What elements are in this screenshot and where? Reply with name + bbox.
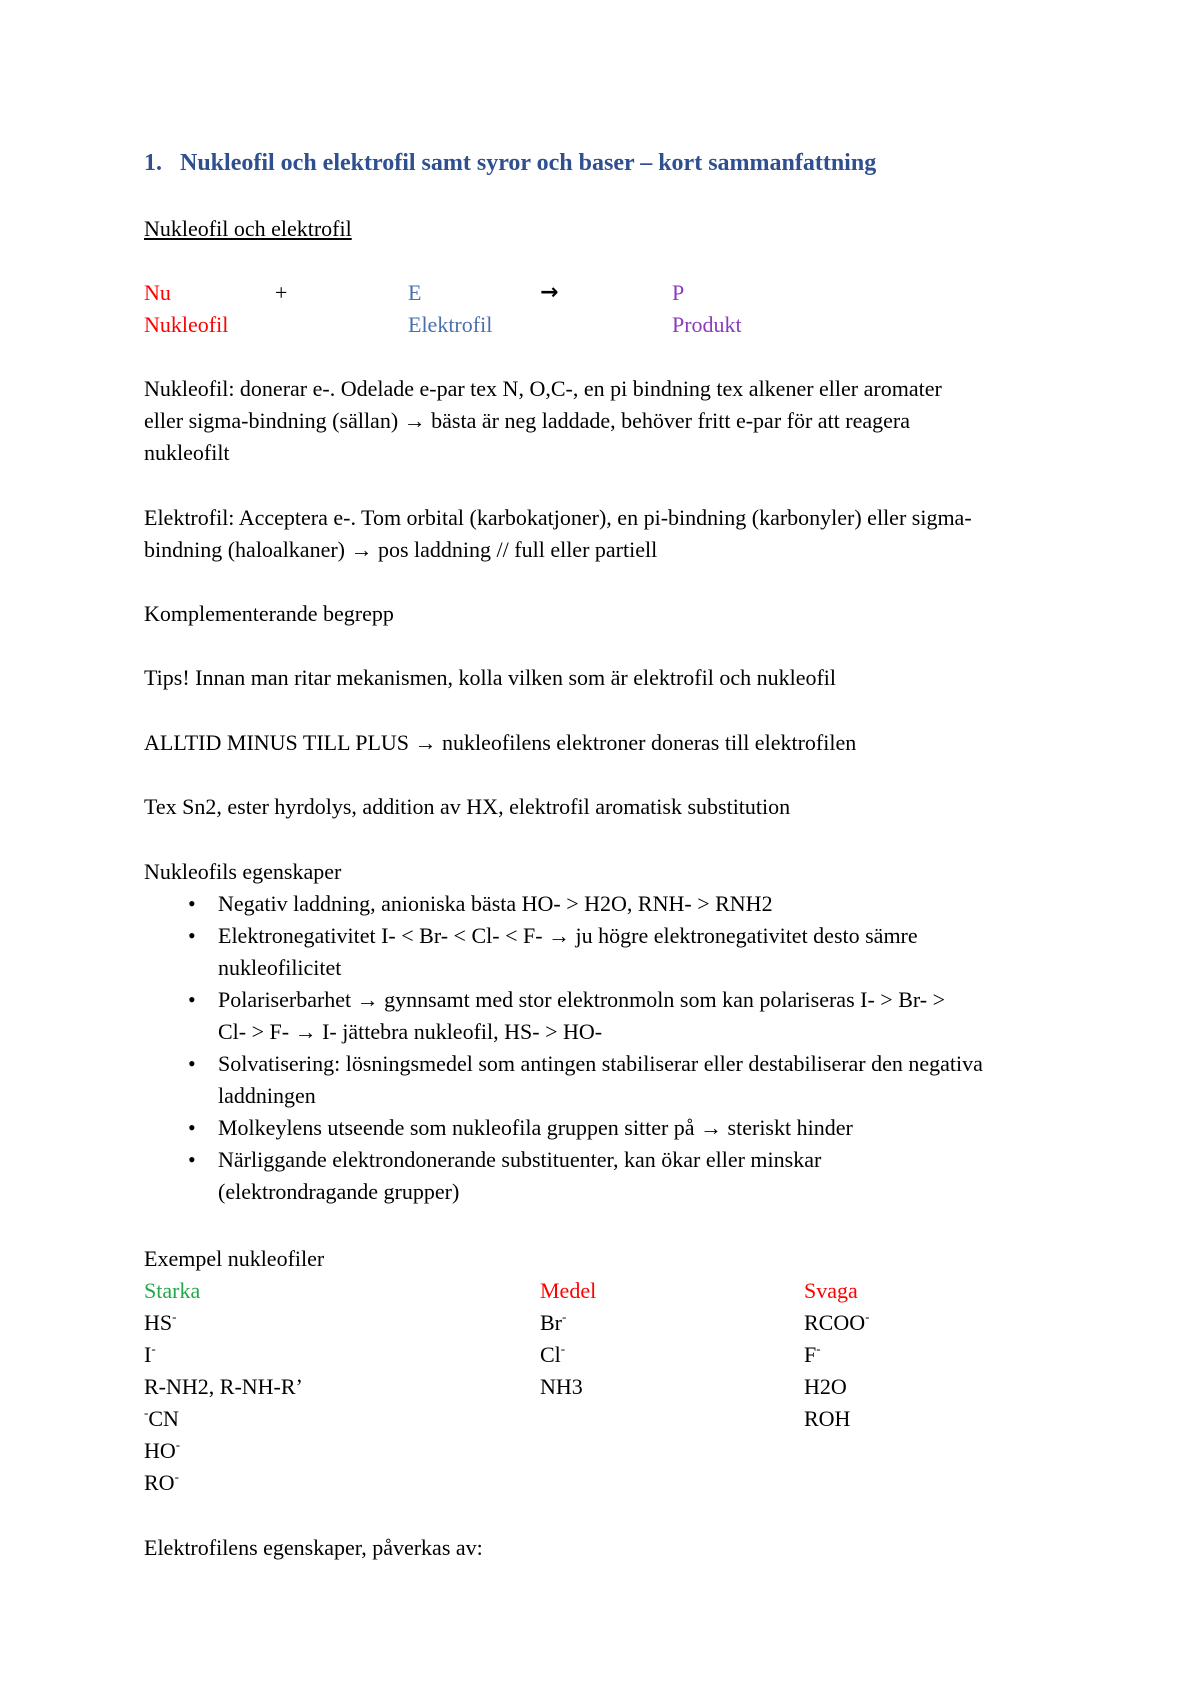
list-item-text: Molkeylens utseende som nukleofila gruppen sitter på → steriskt hinder bbox=[218, 1115, 853, 1140]
nukleofil-definition-line3: nukleofilt bbox=[144, 440, 230, 465]
nukleofil-definition-line2: eller sigma-bindning (sällan) → bästa är neg laddade, behöver fritt e-par för att reagera bbox=[144, 408, 910, 433]
label-produkt: Produkt bbox=[672, 312, 742, 337]
komplementerande-begrepp: Komplementerande begrepp bbox=[144, 601, 394, 626]
list-item bbox=[144, 888, 1084, 920]
heading-number: 1. bbox=[144, 150, 162, 176]
section-heading bbox=[144, 150, 876, 177]
nukleofils-egenskaper-title: Nukleofils egenskaper bbox=[144, 859, 342, 884]
reaction-nu: Nu bbox=[144, 280, 171, 305]
heading-text: Nukleofil och elektrofil samt syror och baser – kort sammanfattning bbox=[180, 150, 877, 176]
svaga-item: H2O bbox=[804, 1374, 847, 1399]
list-item-text-cont: (elektrondragande grupper) bbox=[218, 1179, 460, 1204]
elektrofil-definition-line2: bindning (haloalkaner) → pos laddning // full eller partiell bbox=[144, 537, 658, 562]
alltid-minus-till-plus: ALLTID MINUS TILL PLUS → nukleofilens elektroner doneras till elektrofilen bbox=[144, 730, 857, 755]
reaction-plus: + bbox=[275, 280, 288, 305]
list-item-text: Närliggande elektrondonerande substituenter, kan ökar eller minskar bbox=[218, 1147, 822, 1172]
exempel-nukleofiler-title: Exempel nukleofiler bbox=[144, 1246, 325, 1271]
bullet-icon: • bbox=[188, 1051, 196, 1076]
list-item-text: Negativ laddning, anioniska bästa HO- > H2O, RNH- > RNH2 bbox=[218, 891, 773, 916]
list-item-text: Solvatisering: lösningsmedel som antingen stabiliserar eller destabiliserar den negativa bbox=[218, 1051, 983, 1076]
list-item bbox=[144, 984, 1084, 1048]
svaga-item: F- bbox=[804, 1341, 821, 1367]
list-item-text: Elektronegativitet I- < Br- < Cl- < F- → ju högre elektronegativitet desto sämre bbox=[218, 923, 918, 948]
header-medel: Medel bbox=[540, 1278, 597, 1303]
bullet-icon: • bbox=[188, 987, 196, 1012]
reaction-e: E bbox=[408, 280, 422, 305]
list-item bbox=[144, 1112, 1084, 1144]
label-nukleofil: Nukleofil bbox=[144, 312, 229, 337]
list-item-text: Polariserbarhet → gynnsamt med stor elektronmoln som kan polariseras I- > Br- > bbox=[218, 987, 945, 1012]
bullet-icon: • bbox=[188, 923, 196, 948]
reaction-p: P bbox=[672, 280, 685, 305]
bullet-icon: • bbox=[188, 1147, 196, 1172]
starka-item: -CN bbox=[144, 1405, 179, 1431]
starka-item: HO- bbox=[144, 1437, 181, 1463]
svaga-item: RCOO- bbox=[804, 1309, 870, 1335]
header-starka: Starka bbox=[144, 1278, 201, 1303]
elektrofilens-egenskaper: Elektrofilens egenskaper, påverkas av: bbox=[144, 1535, 483, 1560]
list-item bbox=[144, 920, 1084, 984]
nukleofil-definition-line1: Nukleofil: donerar e-. Odelade e-par tex N, O,C-, en pi bindning tex alkener eller aromater bbox=[144, 376, 942, 401]
header-svaga: Svaga bbox=[804, 1278, 858, 1303]
subtitle-nukleofil-elektrofil: Nukleofil och elektrofil bbox=[144, 216, 352, 241]
tips-text: Tips! Innan man ritar mekanismen, kolla vilken som är elektrofil och nukleofil bbox=[144, 665, 837, 690]
egenskaper-list bbox=[144, 888, 1084, 1208]
starka-item: HS- bbox=[144, 1309, 177, 1335]
list-item bbox=[144, 1144, 1084, 1208]
starka-item: R-NH2, R-NH-R’ bbox=[144, 1374, 303, 1399]
list-item-text-cont: laddningen bbox=[218, 1083, 316, 1108]
list-item bbox=[144, 1048, 1084, 1112]
medel-item: Cl- bbox=[540, 1341, 566, 1367]
svaga-item: ROH bbox=[804, 1406, 851, 1431]
medel-item: Br- bbox=[540, 1309, 567, 1335]
elektrofil-definition-line1: Elektrofil: Acceptera e-. Tom orbital (karbokatjoner), en pi-bindning (karbonyler) eller sigma- bbox=[144, 505, 972, 530]
list-item-text-cont: nukleofilicitet bbox=[218, 955, 342, 980]
label-elektrofil: Elektrofil bbox=[408, 312, 493, 337]
starka-item: RO- bbox=[144, 1469, 179, 1495]
bullet-icon: • bbox=[188, 1115, 196, 1140]
medel-item: NH3 bbox=[540, 1374, 583, 1399]
reaction-arrow-icon: → bbox=[540, 280, 559, 305]
bullet-icon: • bbox=[188, 891, 196, 916]
list-item-text-cont: Cl- > F- → I- jättebra nukleofil, HS- > HO- bbox=[218, 1019, 603, 1044]
starka-item: I- bbox=[144, 1341, 156, 1367]
tex-reactions: Tex Sn2, ester hyrdolys, addition av HX, elektrofil aromatisk substitution bbox=[144, 794, 791, 819]
